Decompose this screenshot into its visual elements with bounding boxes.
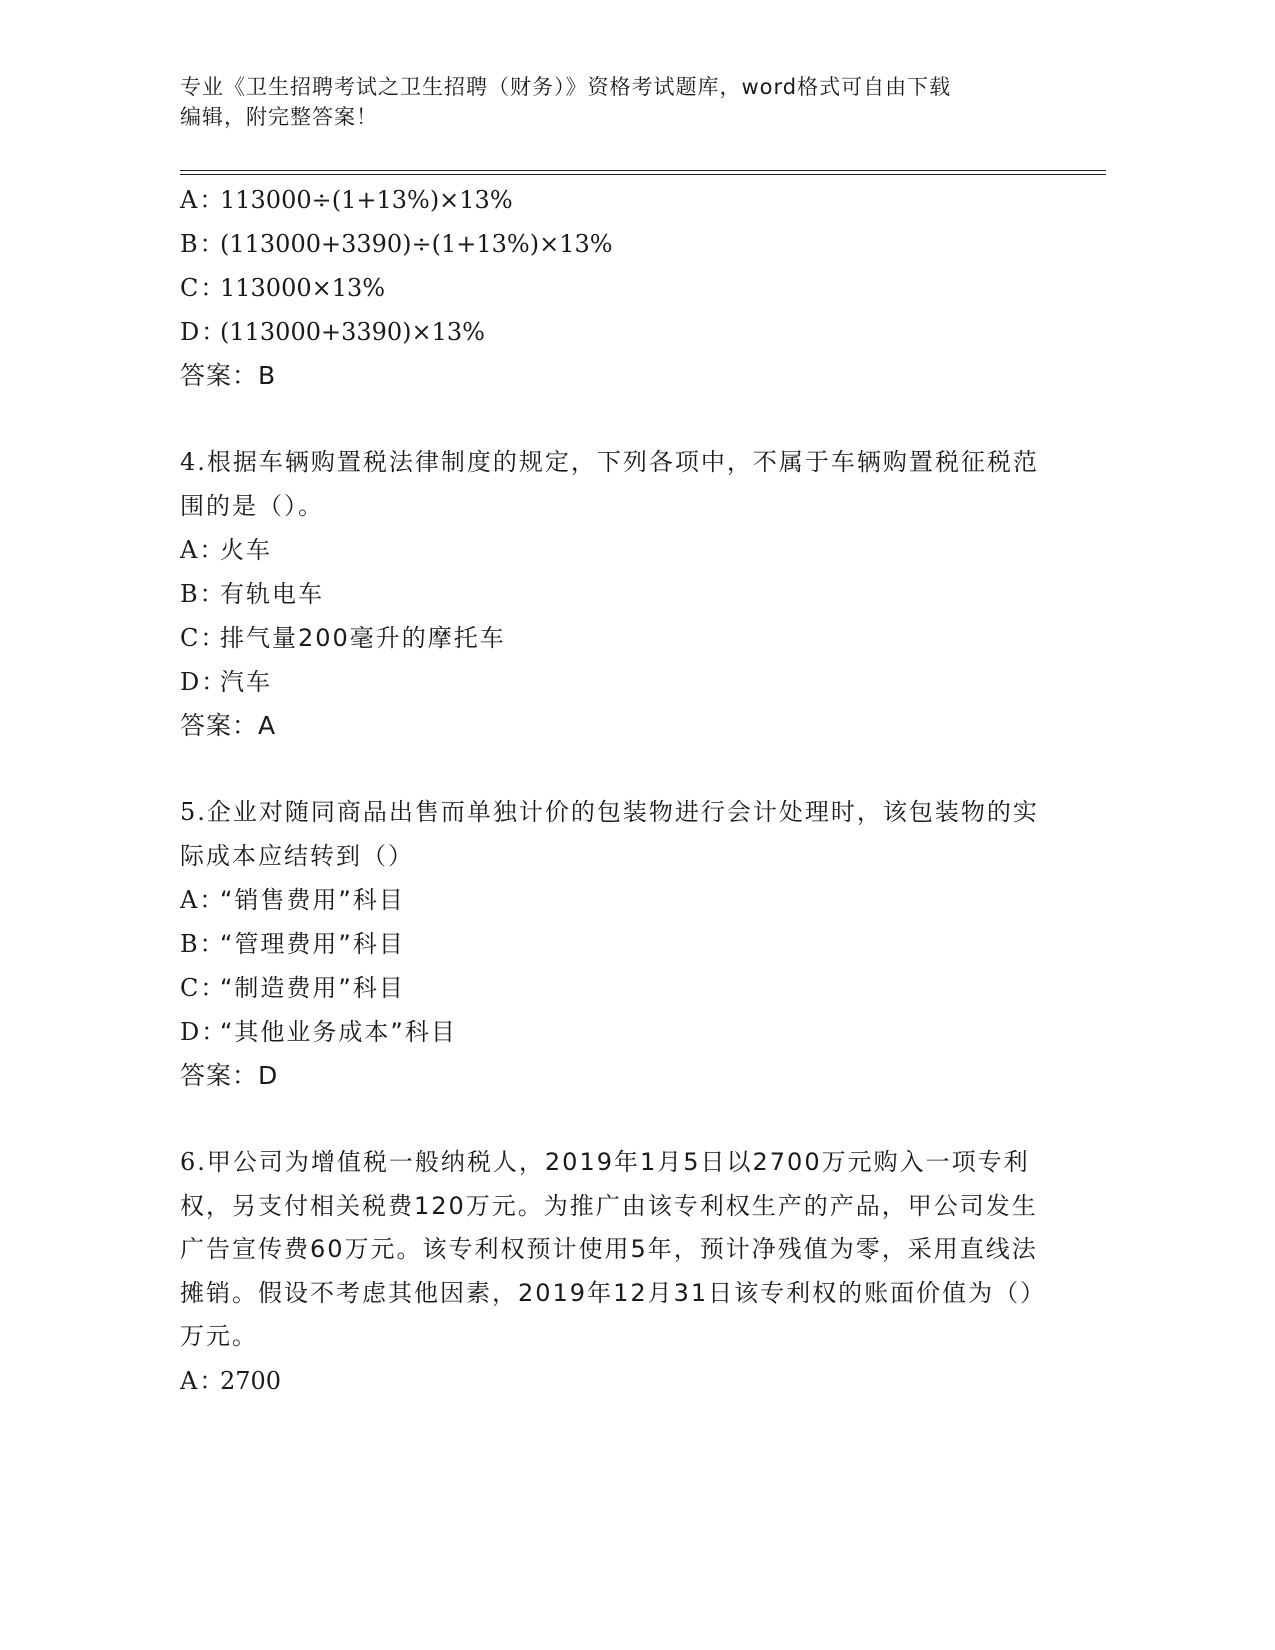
- option-a: [180, 1359, 1060, 1403]
- option-a: [180, 878, 1060, 922]
- option-key: B：: [180, 230, 226, 258]
- option-text: 火车: [220, 536, 272, 564]
- option-text: (113000+3390)÷(1+13%)×13%: [220, 230, 613, 258]
- option-key: D：: [180, 318, 228, 346]
- option-text: 113000×13%: [220, 274, 386, 302]
- question-5-stem: [180, 791, 1040, 878]
- question-text: 甲公司为增值税一般纳税人，2019年1月5日以2700万元购入一项专利权，另支付相关税费120万元。为推广由该专利权生产的产品，甲公司发生广告宣传费60万元。该专利权预计使用5年，预计净残值为零，采用直线法摊销。假设不考虑其他因素，2019年12月31日该专利权的账面价值为（）万元。: [180, 1148, 1038, 1350]
- option-c: [180, 266, 1060, 310]
- option-key: A：: [180, 186, 226, 214]
- option-text: 2700: [220, 1366, 282, 1395]
- option-text: 113000÷(1+13%)×13%: [220, 186, 513, 214]
- option-key: C：: [180, 624, 227, 652]
- question-4-stem: [180, 441, 1040, 528]
- option-a: [180, 178, 1060, 222]
- option-d: [180, 1010, 1060, 1054]
- option-text: “销售费用”科目: [220, 886, 405, 914]
- option-key: B：: [180, 580, 226, 608]
- option-key: D：: [180, 668, 228, 696]
- question-6-options: [180, 1359, 1060, 1403]
- header-line-2: 编辑，附完整答案！: [180, 105, 378, 129]
- option-text: (113000+3390)×13%: [220, 318, 485, 346]
- option-key: C：: [180, 974, 227, 1002]
- question-number: 4.: [180, 448, 207, 476]
- option-key: A：: [180, 1366, 226, 1395]
- option-b: [180, 922, 1060, 966]
- question-text: 企业对随同商品出售而单独计价的包装物进行会计处理时，该包装物的实际成本应结转到（）: [180, 798, 1039, 870]
- option-text: “管理费用”科目: [220, 930, 405, 958]
- answer-line: 答案：D: [180, 1061, 279, 1090]
- question-5-options: [180, 878, 1060, 1098]
- option-key: C：: [180, 274, 227, 302]
- option-d: [180, 660, 1060, 704]
- option-key: A：: [180, 536, 226, 564]
- option-a: [180, 528, 1060, 572]
- question-number: 6.: [180, 1148, 207, 1176]
- header-divider-top: [180, 170, 1106, 171]
- option-b: [180, 222, 1060, 266]
- question-number: 5.: [180, 798, 207, 826]
- question-text: 根据车辆购置税法律制度的规定，下列各项中，不属于车辆购置税征税范围的是（）。: [180, 448, 1039, 520]
- option-text: 排气量200毫升的摩托车: [220, 624, 506, 652]
- option-c: [180, 616, 1060, 660]
- option-key: B：: [180, 930, 226, 958]
- option-text: “其他业务成本”科目: [220, 1018, 457, 1046]
- question-list: [180, 178, 1060, 1403]
- header-line-1: 专业《卫生招聘考试之卫生招聘（财务）》资格考试题库，word格式可自由下载: [180, 75, 952, 99]
- question-6-stem: [180, 1141, 1040, 1359]
- question-3-options: [180, 178, 1060, 398]
- answer-line: 答案：B: [180, 361, 277, 390]
- option-text: 汽车: [220, 668, 272, 696]
- document-header: [180, 72, 1080, 132]
- option-key: D：: [180, 1018, 228, 1046]
- option-key: A：: [180, 886, 226, 914]
- answer-line: 答案：A: [180, 711, 277, 740]
- question-4-options: [180, 528, 1060, 748]
- option-text: “制造费用”科目: [220, 974, 405, 1002]
- option-d: [180, 310, 1060, 354]
- option-c: [180, 966, 1060, 1010]
- header-divider-bottom: [180, 174, 1106, 175]
- option-b: [180, 572, 1060, 616]
- option-text: 有轨电车: [220, 580, 324, 608]
